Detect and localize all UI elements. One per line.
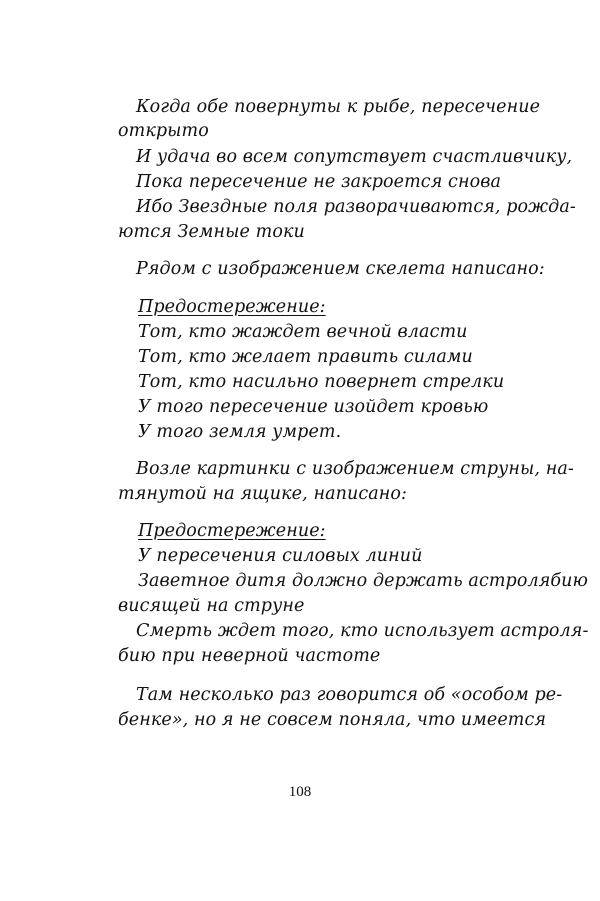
text-line: Возле картинки с изображением струны, на- [136,459,574,479]
verse-line: висящей на струне [118,596,305,616]
verse-line: У пересечения силовых линий [138,546,423,566]
text-line: Там несколько раз говорится об «особом ре- [136,685,563,705]
page-number: 108 [288,784,312,800]
warning-heading: Предостережение: [138,521,326,541]
text-line: ются Земные токи [118,222,305,242]
verse-line: У того пересечение изойдет кровью [138,397,489,417]
text-line: открыто [118,121,209,141]
verse-line: бию при неверной частоте [118,646,381,666]
text-line: Рядом с изображением скелета написано: [136,259,545,279]
text-line: И удача во всем сопутствует счастливчику, [136,147,573,167]
verse-line: У того земля умрет. [138,422,342,442]
verse-line: Тот, кто насильно повернет стрелки [138,372,505,392]
text-line: тянутой на ящике, написано: [118,484,408,504]
text-line: Когда обе повернуты к рыбе, пересечение [136,97,541,117]
verse-line: Заветное дитя должно держать астролябию [138,571,589,591]
text-line: бенке», но я не совсем поняла, что имеется [118,710,547,730]
text-line: Пока пересечение не закроется снова [136,172,502,192]
warning-heading: Предостережение: [138,297,326,317]
verse-line: Тот, кто жаждет вечной власти [138,322,468,342]
verse-line: Тот, кто желает править силами [138,347,473,367]
verse-line: Смерть ждет того, кто использует астроля- [136,621,589,641]
text-line: Ибо Звездные поля разворачиваются, рожда- [136,197,576,217]
